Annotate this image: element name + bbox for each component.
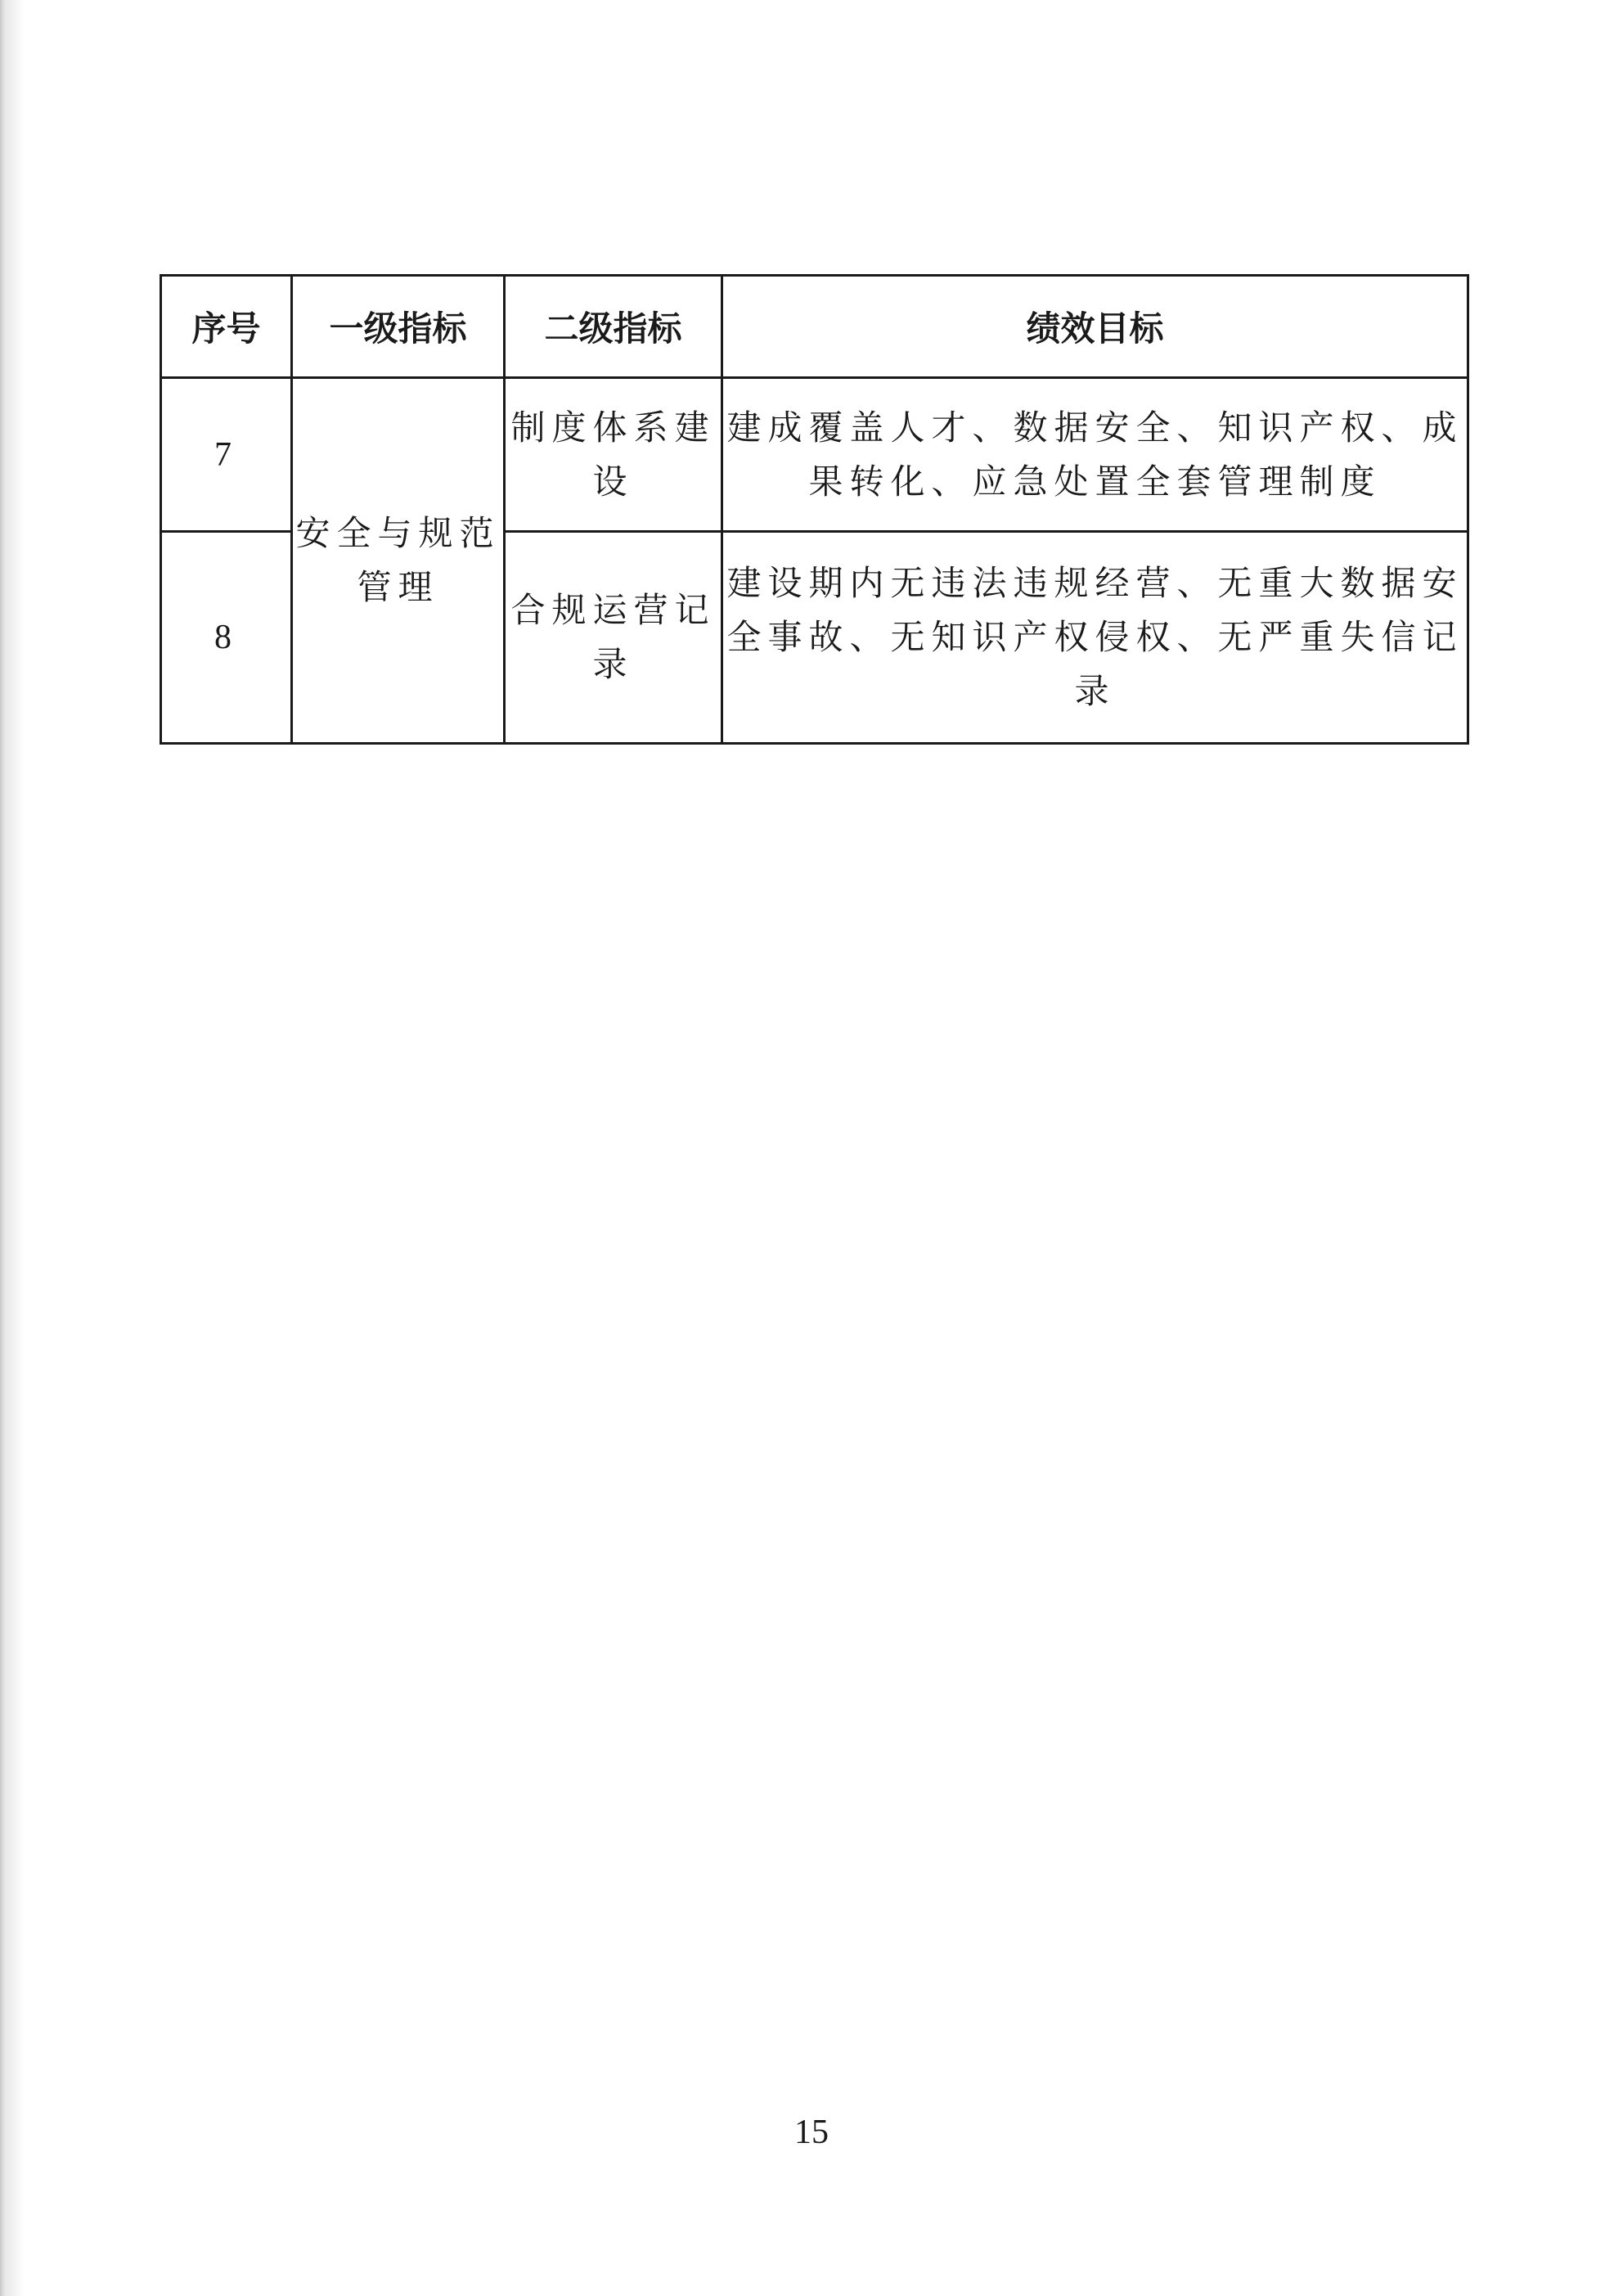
scan-shadow [0, 0, 25, 2296]
secondary-indicator-cell: 制度体系建设 [505, 378, 722, 532]
performance-goal-cell: 建设期内无违法违规经营、无重大数据安全事故、无知识产权侵权、无严重失信记录 [722, 532, 1468, 744]
primary-indicator-cell: 安全与规范管理 [292, 378, 505, 744]
header-seq: 序号 [161, 276, 292, 378]
table-row [161, 378, 1468, 532]
row-seq: 8 [161, 532, 292, 744]
header-secondary-indicator: 二级指标 [505, 276, 722, 378]
header-primary-indicator: 一级指标 [292, 276, 505, 378]
secondary-indicator-cell: 合规运营记录 [505, 532, 722, 744]
header-performance-goal: 绩效目标 [722, 276, 1468, 378]
table-header-row [161, 276, 1468, 378]
performance-table [160, 274, 1469, 745]
performance-goal-cell: 建成覆盖人才、数据安全、知识产权、成果转化、应急处置全套管理制度 [722, 378, 1468, 532]
page-number: 15 [794, 2114, 829, 2151]
row-seq: 7 [161, 378, 292, 532]
